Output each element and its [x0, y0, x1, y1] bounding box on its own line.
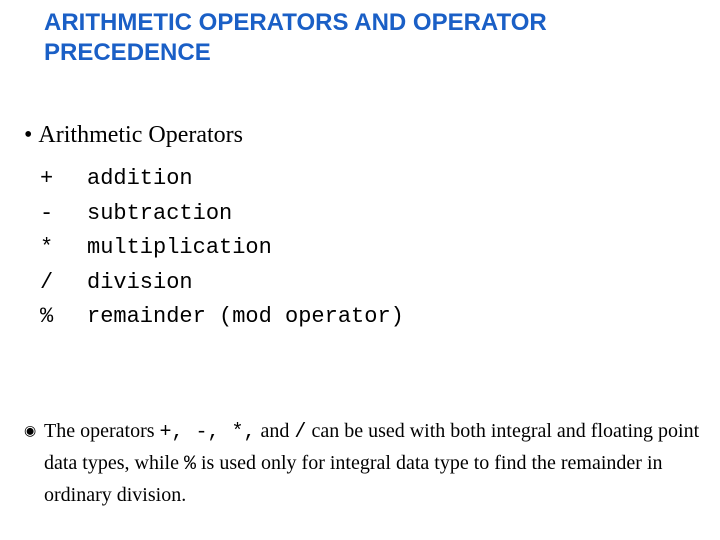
operator-row-subtraction [40, 197, 404, 232]
operator-list [40, 162, 404, 335]
operator-description: addition [87, 166, 193, 191]
note-code: / [294, 421, 307, 444]
operator-description: subtraction [87, 200, 233, 226]
operator-description: multiplication [87, 235, 272, 260]
operator-note [24, 416, 714, 510]
section-heading [24, 120, 243, 150]
note-text-part: can be used with both integral and floating point data types, while [44, 420, 700, 474]
operator-symbol: % [40, 304, 54, 329]
note-text-part: The operators [44, 420, 155, 442]
section-heading-text: Arithmetic Operators [38, 122, 244, 148]
operator-description: division [87, 269, 193, 295]
operator-symbol: / [40, 269, 54, 295]
operator-symbol: * [40, 235, 54, 260]
operator-symbol: + [40, 166, 54, 191]
operator-row-addition [40, 162, 404, 197]
slide-title [44, 8, 547, 68]
note-text-part: is used only for integral data type to find the remainder in ordinary division. [44, 452, 663, 506]
slide-title-line-2: PRECEDENCE [44, 39, 211, 66]
bullet-icon: • [24, 122, 33, 148]
operator-row-multiplication [40, 231, 404, 266]
operator-note-text [44, 416, 714, 510]
operator-row-remainder [40, 300, 404, 335]
note-code: % [183, 453, 196, 476]
operator-row-division [40, 266, 404, 301]
operator-description: remainder (mod operator) [87, 304, 404, 329]
circle-bullet-icon: ◉ [24, 424, 37, 439]
note-text-part: and [260, 420, 290, 442]
operator-symbol: - [40, 200, 54, 226]
note-code: +, -, *, [159, 421, 256, 444]
slide-title-line-1: ARITHMETIC OPERATORS AND OPERATOR [44, 9, 547, 36]
